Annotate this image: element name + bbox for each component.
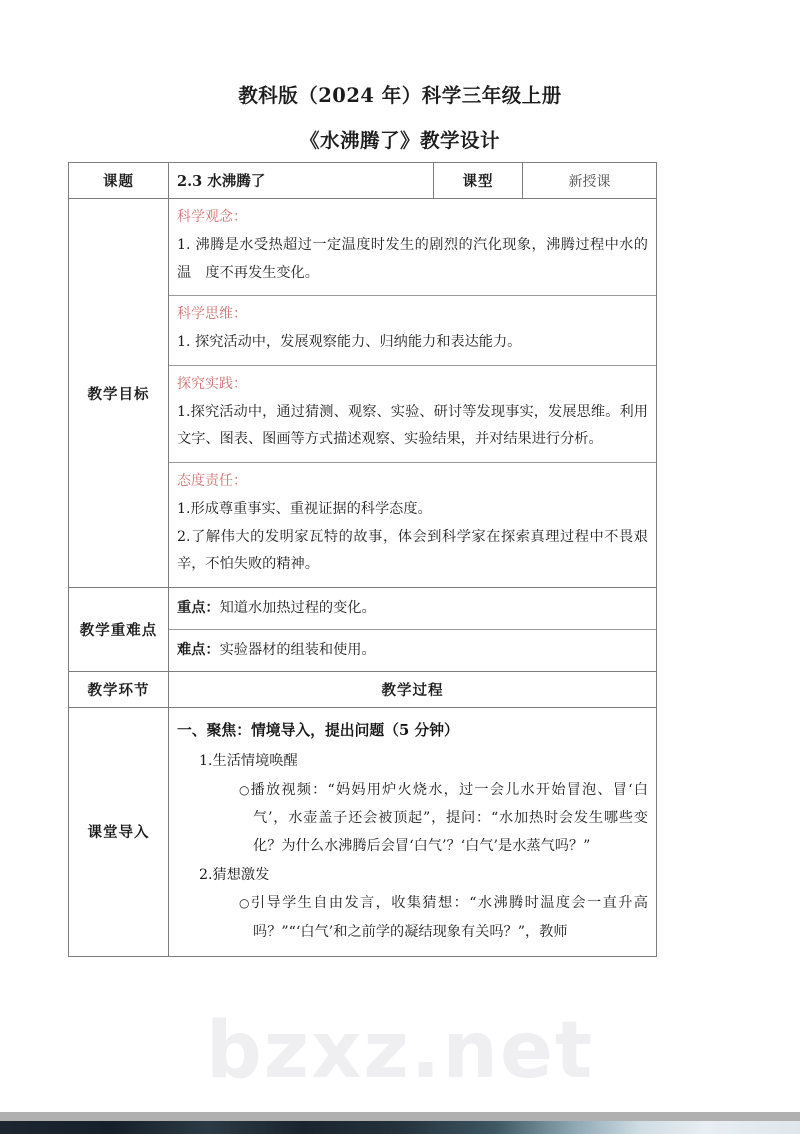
table-row-objectives (69, 199, 657, 588)
objective-body-thinking: 1. 探究活动中，发展观察能力、归纳能力和表达能力。 (177, 334, 522, 351)
objective-block-attitude (169, 463, 656, 587)
difficulty-point-tag: 难点： (177, 641, 220, 658)
lead-in-item-1-detail (239, 776, 648, 861)
next-page-preview-strip (0, 1121, 800, 1134)
objective-block-concept (169, 199, 656, 296)
stage-column-label: 教学环节 (69, 671, 169, 707)
process-column-label: 教学过程 (169, 671, 657, 707)
objective-body-attitude-2: 2.了解伟大的发明家瓦特的故事，体会到科学家在探索真理过程中不畏艰辛，不怕失败的精神。 (177, 528, 648, 573)
objectives-cell (169, 199, 657, 588)
table-row-lead-in (69, 707, 657, 956)
table-row-topic (69, 163, 657, 199)
lead-in-item-2-detail-text: 引导学生自由发言，收集猜想：“水沸腾时温度会一直升高吗？”“‘白气’和之前学的凝结现象有关吗？”，教师 (250, 895, 648, 940)
lesson-type-label: 课型 (434, 163, 523, 199)
key-difficulty-cell (169, 588, 657, 671)
lead-in-cell (169, 707, 657, 956)
objective-body-concept: 1. 沸腾是水受热超过一定温度时发生的剧烈的汽化现象，沸腾过程中水的温 度不再发生变化。 (177, 236, 648, 281)
lead-in-body (169, 708, 656, 956)
lead-in-item-2: 2.猜想激发 (199, 866, 270, 883)
objective-heading-practice: 探究实践： (177, 375, 247, 392)
objective-heading-thinking: 科学思维： (177, 306, 247, 323)
objective-heading-concept: 科学观念： (177, 209, 247, 225)
key-point-text: 知道水加热过程的变化。 (219, 600, 376, 617)
bullet-circle-icon: ○ (239, 782, 251, 797)
lesson-plan-table (68, 162, 657, 957)
watermark-bzxz: bzxz.net (205, 1006, 595, 1096)
key-difficulty-label: 教学重难点 (69, 588, 169, 671)
lead-in-heading: 一、聚焦：情境导入，提出问题（5 分钟） (177, 721, 459, 739)
document-title-line-1: 教科版（2024 年）科学三年级上册 (238, 84, 562, 107)
page-separator-bar (0, 1112, 800, 1121)
topic-label: 课题 (69, 163, 169, 199)
lead-in-item-1: 1.生活情境唤醒 (199, 753, 298, 770)
lesson-type-value: 新授课 (523, 163, 657, 199)
difficulty-point-line (169, 630, 656, 671)
lead-in-item-1-detail-text: 播放视频：“妈妈用炉火烧水，过一会儿水开始冒泡、冒‘白气’，水壶盖子还会被顶起”，提问：“水加热时会发生哪些变化？为什么水沸腾后会冒‘白气’？‘白气’是水蒸气吗？” (250, 781, 648, 855)
key-point-tag: 重点： (177, 600, 220, 617)
table-row-process-header (69, 671, 657, 707)
objective-heading-attitude: 态度责任： (177, 473, 247, 490)
objective-body-attitude-1: 1.形成尊重事实、重视证据的科学态度。 (177, 501, 432, 517)
topic-value: 2.3 水沸腾了 (169, 163, 434, 199)
key-point-line (169, 588, 656, 630)
objective-body-practice: 1.探究活动中，通过猜测、观察、实验、研讨等发现事实，发展思维。利用文字、图表、图画等方式描述观察、实验结果，并对结果进行分析。 (177, 403, 648, 448)
difficulty-point-text: 实验器材的组装和使用。 (219, 641, 376, 658)
objective-block-practice (169, 366, 656, 463)
objectives-label: 教学目标 (69, 199, 169, 588)
lead-in-label: 课堂导入 (69, 707, 169, 956)
lead-in-item-2-detail (239, 889, 648, 946)
table-row-key-difficulty (69, 588, 657, 671)
objective-block-thinking (169, 296, 656, 366)
document-title-line-2: 《水沸腾了》教学设计 (299, 129, 500, 152)
bullet-circle-icon-2: ○ (239, 896, 251, 911)
